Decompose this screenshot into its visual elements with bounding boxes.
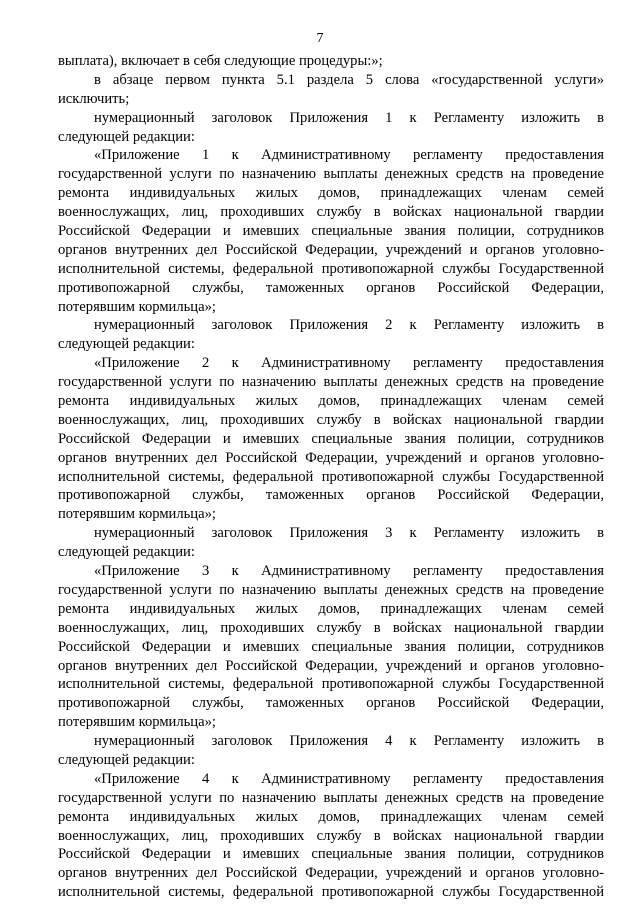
text-line: Российской Федерации и имевших специальные звания полиции, сотрудников <box>58 638 604 655</box>
text-line: исполнительной системы, федеральной противопожарной службы Государственной <box>58 676 604 693</box>
text-line: «Приложение 2 к Административному регламенту предоставления <box>94 355 604 372</box>
text-line: исполнительной системы, федеральной противопожарной службы Государственной <box>58 260 604 277</box>
text-line: исполнительной системы, федеральной противопожарной службы Государственной <box>58 468 604 485</box>
text-line: органов внутренних дел Российской Федерации, учреждений и органов уголовно- <box>58 241 604 258</box>
text-line: противопожарной службы, таможенных органов Российской Федерации, <box>58 279 604 296</box>
text-line: нумерационный заголовок Приложения 3 к Регламенту изложить в <box>94 525 604 542</box>
text-line: ремонта индивидуальных жилых домов, принадлежащих членам семей <box>58 600 604 617</box>
text-line: противопожарной службы, таможенных органов Российской Федерации, <box>58 695 604 712</box>
text-line: Российской Федерации и имевших специальные звания полиции, сотрудников <box>58 223 604 240</box>
text-line: органов внутренних дел Российской Федерации, учреждений и органов уголовно- <box>58 657 604 674</box>
text-line: военнослужащих, лиц, проходивших службу в войсках национальной гвардии <box>58 827 604 844</box>
text-line: ремонта индивидуальных жилых домов, принадлежащих членам семей <box>58 393 604 410</box>
text-line: «Приложение 4 к Административному регламенту предоставления <box>94 770 604 787</box>
document-body <box>58 52 604 902</box>
text-line: ремонта индивидуальных жилых домов, принадлежащих членам семей <box>58 808 604 825</box>
text-line: ремонта индивидуальных жилых домов, принадлежащих членам семей <box>58 185 604 202</box>
text-line: государственной услуги по назначению выплаты денежных средств на проведение <box>58 789 604 806</box>
text-line: военнослужащих, лиц, проходивших службу в войсках национальной гвардии <box>58 619 604 636</box>
text-line: государственной услуги по назначению выплаты денежных средств на проведение <box>58 374 604 391</box>
text-line: нумерационный заголовок Приложения 2 к Регламенту изложить в <box>94 317 604 334</box>
text-line: потерявшим кормильца»; <box>58 298 216 315</box>
text-line: выплата), включает в себя следующие процедуры:»; <box>58 53 383 69</box>
text-line: военнослужащих, лиц, проходивших службу в войсках национальной гвардии <box>58 411 604 428</box>
text-line: исключить; <box>58 90 130 107</box>
page-number: 7 <box>316 31 324 46</box>
text-line: «Приложение 3 к Административному регламенту предоставления <box>94 563 604 580</box>
text-line: Российской Федерации и имевших специальные звания полиции, сотрудников <box>58 430 604 447</box>
text-line: следующей редакции: <box>58 336 195 353</box>
text-line: органов внутренних дел Российской Федерации, учреждений и органов уголовно- <box>58 865 604 882</box>
text-line: следующей редакции: <box>58 751 195 768</box>
text-line: исполнительной системы, федеральной противопожарной службы Государственной <box>58 884 604 901</box>
text-line: противопожарной службы, таможенных органов Российской Федерации, <box>58 487 604 504</box>
text-line: Российской Федерации и имевших специальные звания полиции, сотрудников <box>58 846 604 863</box>
text-line: военнослужащих, лиц, проходивших службу в войсках национальной гвардии <box>58 204 604 221</box>
text-line: нумерационный заголовок Приложения 1 к Регламенту изложить в <box>94 109 604 126</box>
text-line: нумерационный заголовок Приложения 4 к Регламенту изложить в <box>94 733 604 750</box>
text-line: потерявшим кормильца»; <box>58 714 216 731</box>
text-line: следующей редакции: <box>58 544 195 561</box>
text-line: «Приложение 1 к Административному регламенту предоставления <box>94 147 604 164</box>
text-line: потерявшим кормильца»; <box>58 506 216 523</box>
text-line: государственной услуги по назначению выплаты денежных средств на проведение <box>58 166 604 183</box>
text-line: следующей редакции: <box>58 128 195 145</box>
text-line: государственной услуги по назначению выплаты денежных средств на проведение <box>58 581 604 598</box>
text-line: в абзаце первом пункта 5.1 раздела 5 слова «государственной услуги» <box>94 71 604 88</box>
text-line: органов внутренних дел Российской Федерации, учреждений и органов уголовно- <box>58 449 604 466</box>
